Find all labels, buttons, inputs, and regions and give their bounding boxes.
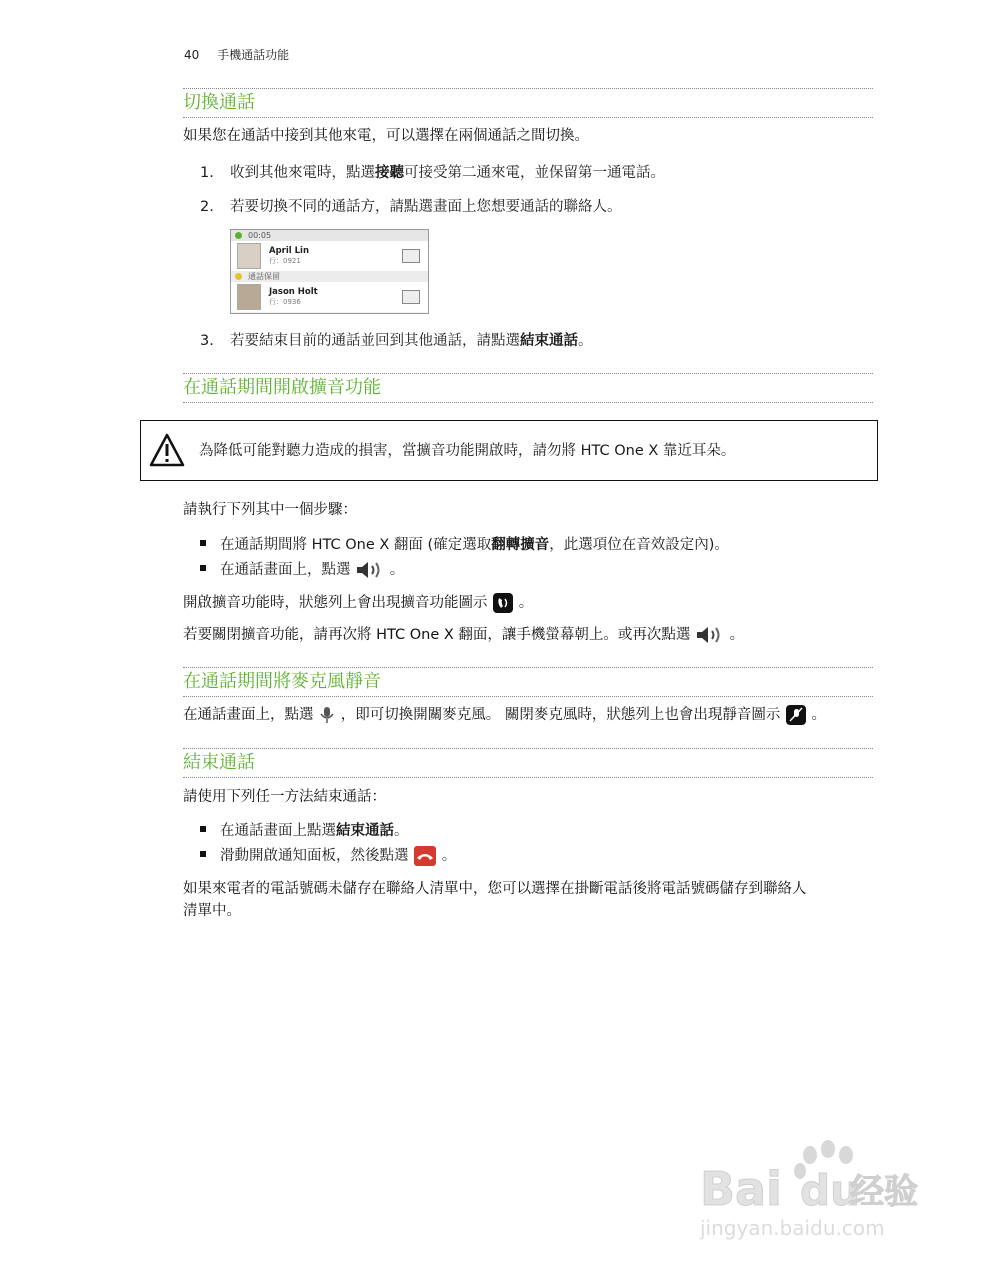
avatar [237,284,261,310]
mute-text: 在通話畫面上，點選 ，即可切換開關麥克風。 關閉麥克風時，狀態列上也會出現靜音圖示 。 [183,704,826,726]
active-dot-icon [235,232,242,239]
section-title-switch: 切換通話 [183,88,873,118]
step-3: 3. 若要結束目前的通話並回到其他通話，請點選結束通話。 [200,333,593,349]
call-screen-screenshot [230,229,429,314]
call-timer-bar: 00:05 [231,230,428,241]
hold-dot-icon [235,273,242,280]
contact-row-jason[interactable]: Jason Holt 行：0936 [231,282,428,312]
speaker-icon [355,561,385,579]
baidu-watermark [700,1135,940,1249]
step-1: 1. 收到其他來電時，點選接聽可接受第二通來電，並保留第一通電話。 [200,165,665,181]
microphone-icon [318,705,336,725]
speaker-status-text: 開啟擴音功能時，狀態列上會出現擴音功能圖示 。 [183,592,533,614]
end-intro: 請使用下列任一方法結束通話： [183,789,386,805]
step-2: 2. 若要切換不同的通話方，請點選畫面上您想要通話的聯絡人。 [200,199,622,215]
page-header [184,46,289,63]
switch-intro: 如果您在通話中接到其他來電，可以選擇在兩個通話之間切換。 [183,128,589,144]
section-title-mute: 在通話期間將麥克風靜音 [183,667,873,697]
contact-card-icon [402,290,420,304]
end-note: 如果來電者的電話號碼未儲存在聯絡人清單中，您可以選擇在掛斷電話後將電話號碼儲存到聯絡人 清單中。 [183,881,807,919]
watermark-url: jingyan.baidu.com [700,1216,885,1240]
mute-status-icon [785,704,807,726]
speaker-icon [695,626,725,644]
contact-card-icon [402,249,420,263]
chapter-title: 手機通話功能 [217,48,290,62]
avatar [237,243,261,269]
warning-icon [149,433,185,467]
speaker-bullet-2: 在通話畫面上，點選 。 [200,559,404,581]
warning-box [140,420,878,481]
page-number: 40 [184,48,200,62]
contact-row-april[interactable]: April Lin 行：0921 [231,241,428,271]
speakerphone-status-icon [492,592,514,614]
hold-bar: 通話保留 [231,271,428,282]
watermark-cn: 经验 [850,1172,918,1212]
section-title-end: 結束通話 [183,748,873,778]
end-bullet-1: 在通話畫面上點選結束通話。 [200,820,409,842]
speaker-bullet-1: 在通話期間將 HTC One X 翻面 (確定選取翻轉擴音，此選項位在音效設定內)。 [200,534,729,556]
speaker-off-text: 若要關閉擴音功能，請再次將 HTC One X 翻面，讓手機螢幕朝上。或再次點選 。 [183,627,745,643]
end-bullet-2: 滑動開啟通知面板，然後點選 。 [200,845,456,867]
watermark-brand-2: du [800,1166,860,1215]
watermark-brand: Bai [700,1162,782,1216]
warning-text: 為降低可能對聽力造成的損害，當擴音功能開啟時，請勿將 HTC One X 靠近耳朵。 [199,443,736,459]
section-title-speaker: 在通話期間開啟擴音功能 [183,373,873,403]
end-call-icon [413,845,437,867]
speaker-intro: 請執行下列其中一個步驟： [183,502,357,518]
